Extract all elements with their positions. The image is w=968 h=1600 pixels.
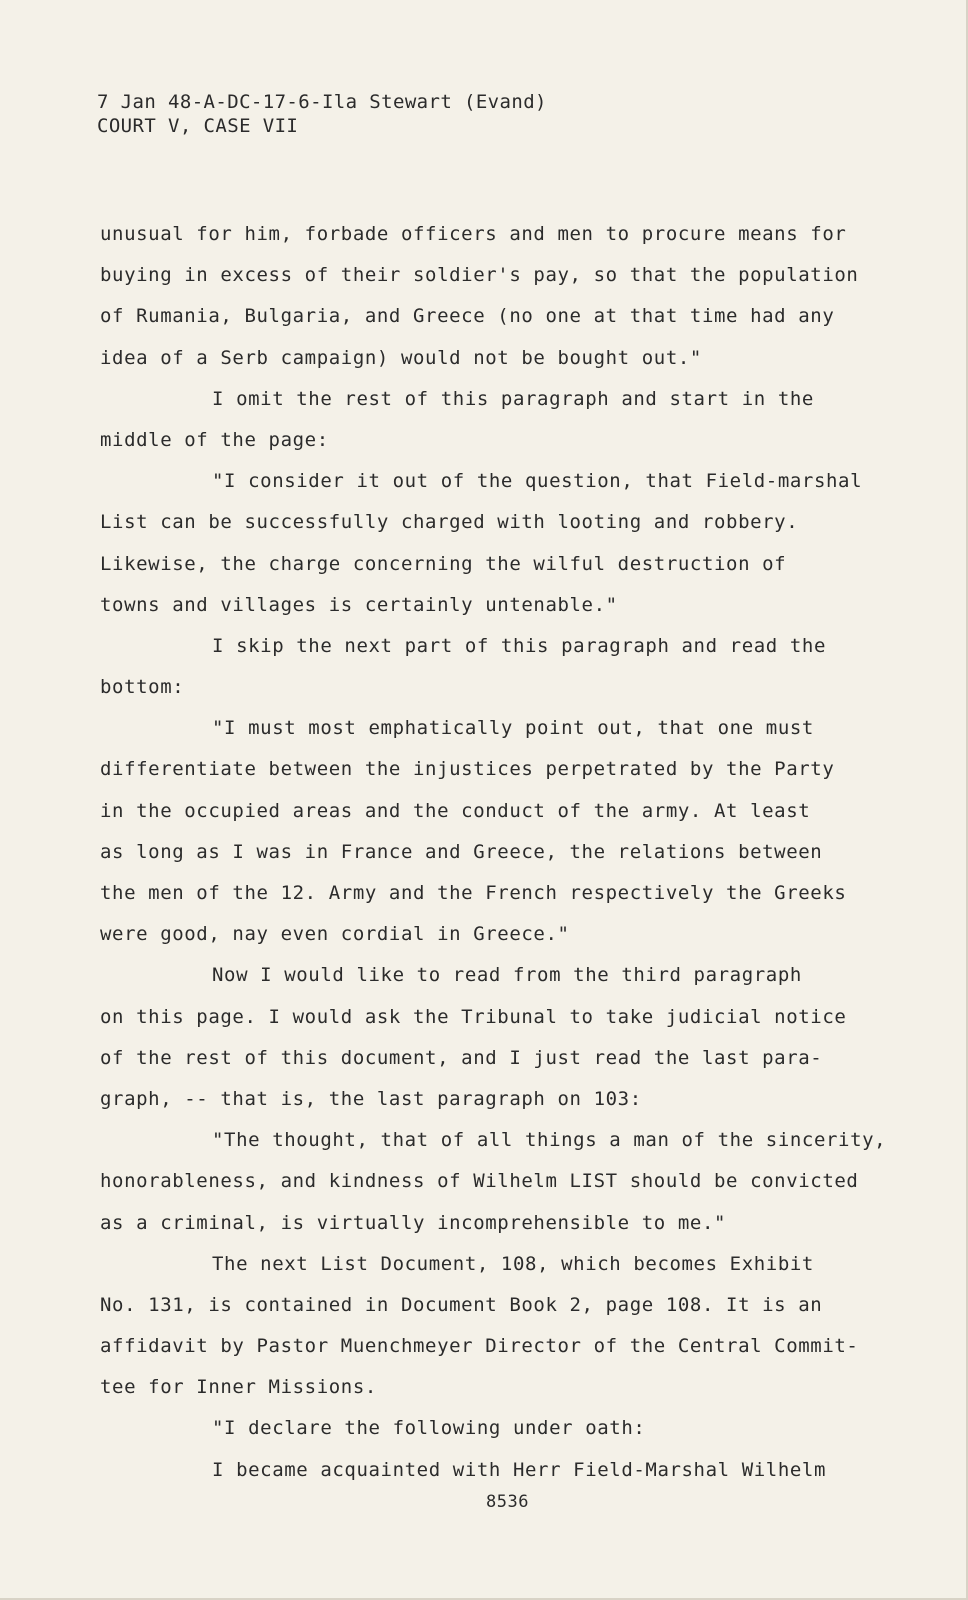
body-line: graph, -- that is, the last paragraph on 103:	[100, 1087, 642, 1110]
body-line: tee for Inner Missions.	[100, 1376, 377, 1399]
body-line: buying in excess of their soldier's pay, so that the population	[100, 264, 859, 287]
body-line: idea of a Serb campaign) would not be bought out."	[100, 346, 702, 369]
transcript-body	[100, 214, 900, 1491]
body-line: honorableness, and kindness of Wilhelm LIST should be convicted	[100, 1170, 859, 1193]
body-line: of the rest of this document, and I just read the last para-	[100, 1046, 823, 1069]
body-line: of Rumania, Bulgaria, and Greece (no one at that time had any	[100, 305, 835, 328]
body-line: in the occupied areas and the conduct of the army. At least	[100, 799, 811, 822]
body-line: No. 131, is contained in Document Book 2, page 108. It is an	[100, 1293, 823, 1316]
body-line: bottom:	[100, 676, 185, 699]
body-line: affidavit by Pastor Muenchmeyer Director of the Central Commit-	[100, 1335, 859, 1358]
body-line: as a criminal, is virtually incomprehensible to me."	[100, 1211, 727, 1234]
header-line-2: COURT V, CASE VII	[97, 115, 299, 137]
body-line: towns and villages is certainly untenable."	[100, 593, 618, 616]
body-line: unusual for him, forbade officers and men to procure means for	[100, 223, 847, 245]
body-line: I skip the next part of this paragraph and read the	[212, 634, 826, 657]
body-line: as long as I was in France and Greece, the relations between	[100, 840, 823, 863]
body-line: I omit the rest of this paragraph and start in the	[212, 387, 814, 410]
header-line-1: 7 Jan 48-A-DC-17-6-Ila Stewart (Evand)	[97, 91, 547, 113]
body-line: "I consider it out of the question, that Field-marshal	[212, 470, 863, 493]
body-line: middle of the page:	[100, 428, 329, 451]
body-line: were good, nay even cordial in Greece."	[100, 923, 570, 946]
body-line: differentiate between the injustices perpetrated by the Party	[100, 758, 835, 781]
body-line: on this page. I would ask the Tribunal to take judicial notice	[100, 1005, 847, 1028]
body-line: the men of the 12. Army and the French respectively the Greeks	[100, 882, 847, 904]
body-line: The next List Document, 108, which becomes Exhibit	[212, 1252, 814, 1275]
page-number: 8536	[486, 1492, 529, 1512]
document-header	[97, 90, 547, 138]
body-line: "I must most emphatically point out, that one must	[212, 717, 814, 740]
body-line: List can be successfully charged with looting and robbery.	[100, 511, 799, 534]
body-line: I became acquainted with Herr Field-Marshal Wilhelm	[212, 1458, 826, 1481]
body-line: Now I would like to read from the third paragraph	[212, 964, 802, 987]
body-line: "The thought, that of all things a man of the sincerity,	[212, 1129, 887, 1152]
body-line: "I declare the following under oath:	[212, 1417, 646, 1440]
body-line: Likewise, the charge concerning the wilful destruction of	[100, 552, 787, 575]
